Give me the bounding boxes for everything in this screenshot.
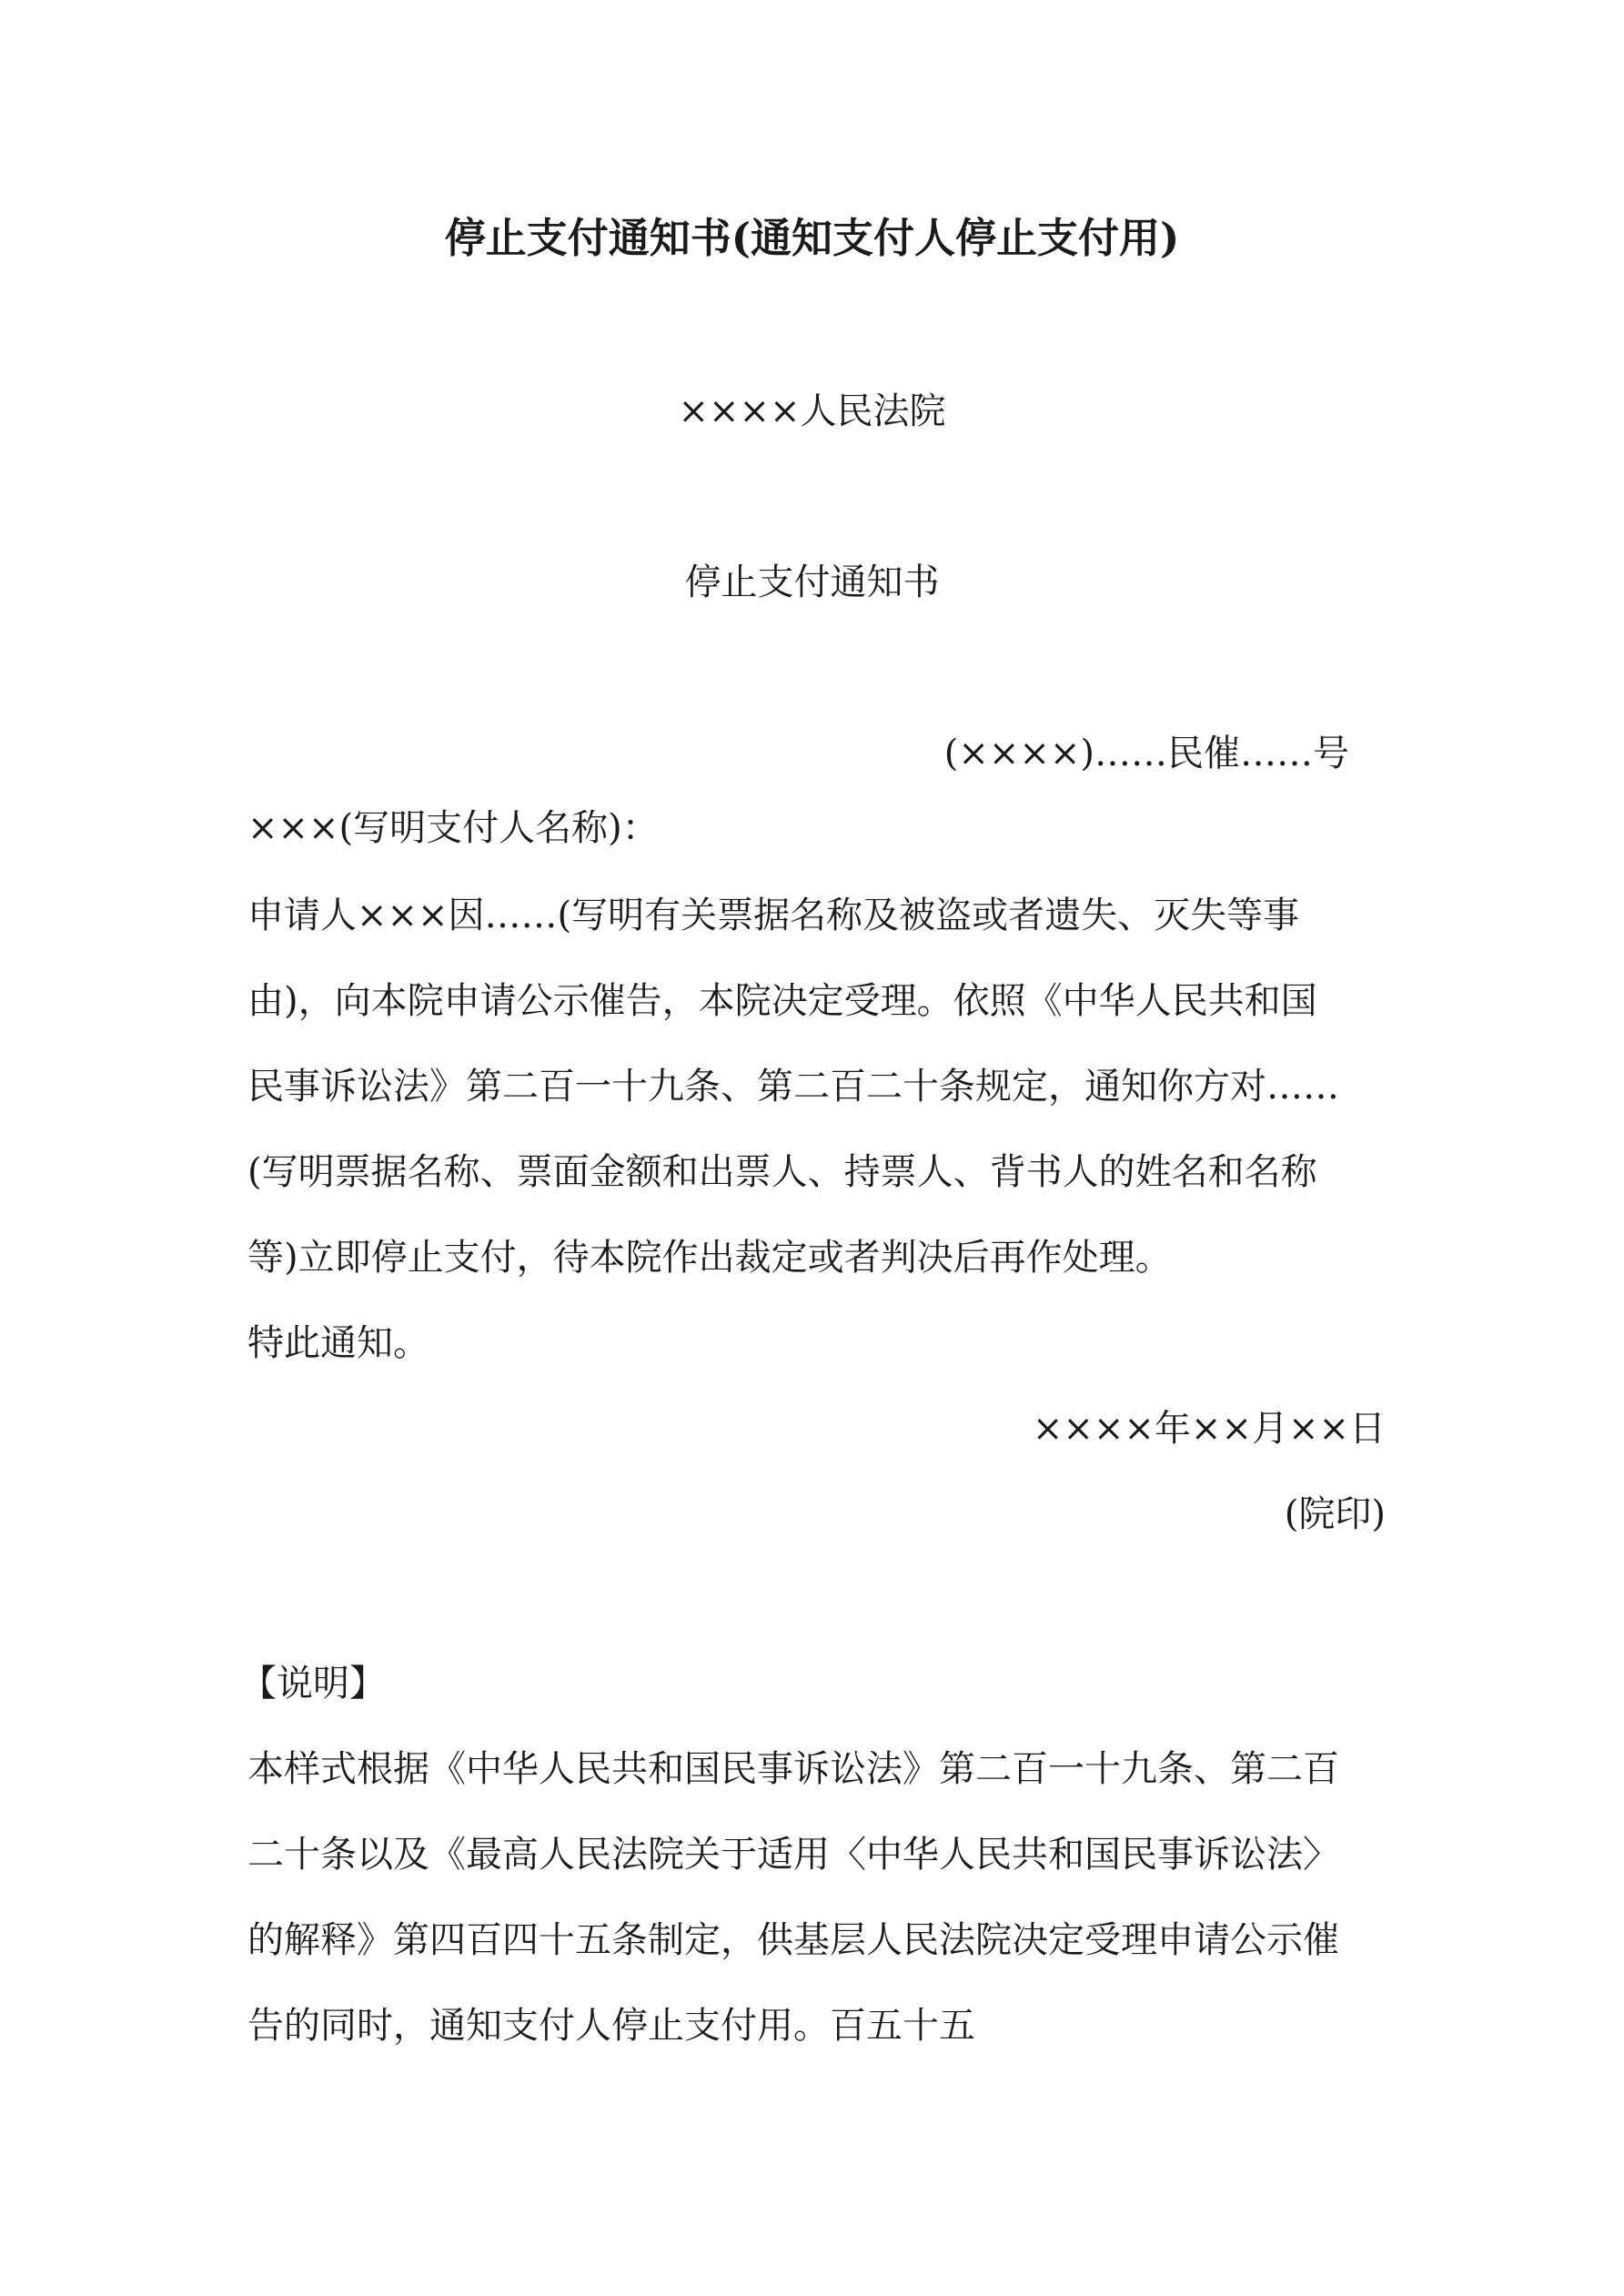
case-number: (××××)……民催……号 [943, 733, 1349, 774]
body-line-5: 等)立即停止支付，待本院作出裁定或者判决后再作处理。 [247, 1237, 1172, 1279]
notes-line-1: 本样式根据《中华人民共和国民事诉讼法》第二百一十九条、第二百 [247, 1748, 1339, 1790]
body-line-2: 由)，向本院申请公示催告，本院决定受理。依照《中华人民共和国 [247, 980, 1317, 1022]
document-date: ××××年××月××日 [1032, 1408, 1386, 1450]
closing-text: 特此通知。 [247, 1322, 429, 1364]
notes-heading: 【说明】 [240, 1663, 386, 1704]
court-name: ××××人民法院 [678, 390, 946, 432]
notes-line-4: 告的同时，通知支付人停止支付用。百五十五 [247, 2005, 975, 2047]
notes-line-2: 二十条以及《最高人民法院关于适用〈中华人民共和国民事诉讼法〉 [247, 1834, 1339, 1876]
body-line-3: 民事诉讼法》第二百一十九条、第二百二十条规定，通知你方对…… [247, 1066, 1339, 1108]
court-seal: (院印) [1284, 1493, 1386, 1535]
document-title: 停止支付通知书(通知支付人停止支付用) [444, 214, 1180, 262]
addressee: ×××(写明支付人名称)： [247, 807, 659, 849]
body-line-4: (写明票据名称、票面金额和出票人、持票人、背书人的姓名和名称 [247, 1151, 1317, 1193]
notes-line-3: 的解释》第四百四十五条制定，供基层人民法院决定受理申请公示催 [247, 1919, 1339, 1961]
document-name: 停止支付通知书 [684, 561, 940, 603]
body-line-1: 申请人×××因……(写明有关票据名称及被盗或者遗失、灭失等事 [247, 895, 1300, 936]
